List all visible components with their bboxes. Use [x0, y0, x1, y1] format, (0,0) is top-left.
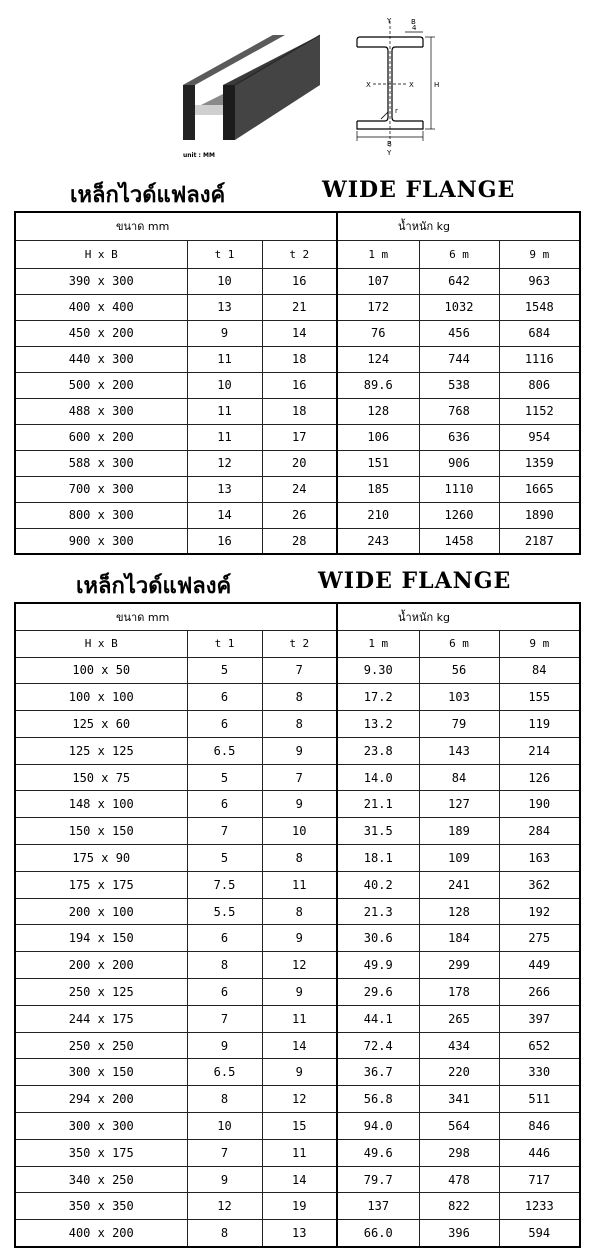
cell-weight-1m: 66.0 [337, 1220, 419, 1247]
cell-weight-6m: 79 [419, 711, 499, 738]
cell-size: 400 x 200 [15, 1220, 187, 1247]
cell-weight-1m: 14.0 [337, 764, 419, 791]
cell-weight-9m: 155 [499, 684, 580, 711]
cell-weight-1m: 29.6 [337, 979, 419, 1006]
cell-weight-1m: 30.6 [337, 925, 419, 952]
cell-size: 294 x 200 [15, 1086, 187, 1113]
cell-size: 588 x 300 [15, 450, 187, 476]
table-row [15, 1193, 580, 1220]
label-y-bottom: Y [387, 149, 392, 155]
cell-t1: 13 [187, 476, 262, 502]
cell-weight-6m: 299 [419, 952, 499, 979]
table-row [15, 845, 580, 872]
cell-weight-1m: 21.1 [337, 791, 419, 818]
cell-weight-6m: 636 [419, 424, 499, 450]
cell-weight-1m: 49.6 [337, 1139, 419, 1166]
cell-size: 175 x 175 [15, 871, 187, 898]
cell-weight-9m: 449 [499, 952, 580, 979]
cell-t2: 20 [262, 450, 337, 476]
cell-t2: 9 [262, 925, 337, 952]
cell-t1: 5 [187, 845, 262, 872]
cell-weight-9m: 362 [499, 871, 580, 898]
cell-size: 340 x 250 [15, 1166, 187, 1193]
cell-t1: 10 [187, 372, 262, 398]
cell-t1: 16 [187, 528, 262, 554]
col-9m: 9 m [499, 240, 580, 268]
cell-weight-1m: 243 [337, 528, 419, 554]
table-row [15, 657, 580, 684]
cell-size: 600 x 200 [15, 424, 187, 450]
cell-weight-6m: 564 [419, 1113, 499, 1140]
cell-t1: 8 [187, 1086, 262, 1113]
col-6m: 6 m [419, 630, 499, 657]
cell-weight-6m: 538 [419, 372, 499, 398]
cell-t2: 15 [262, 1113, 337, 1140]
cell-weight-9m: 1233 [499, 1193, 580, 1220]
cell-t1: 9 [187, 1166, 262, 1193]
cell-size: 175 x 90 [15, 845, 187, 872]
cell-size: 300 x 150 [15, 1059, 187, 1086]
col-hxb: H x B [15, 240, 187, 268]
cell-weight-9m: 163 [499, 845, 580, 872]
cell-t2: 21 [262, 294, 337, 320]
cell-size: 500 x 200 [15, 372, 187, 398]
cell-size: 148 x 100 [15, 791, 187, 818]
cell-weight-1m: 107 [337, 268, 419, 294]
cell-t1: 14 [187, 502, 262, 528]
cell-weight-6m: 396 [419, 1220, 499, 1247]
cell-weight-9m: 397 [499, 1005, 580, 1032]
cell-weight-9m: 214 [499, 737, 580, 764]
cell-weight-1m: 76 [337, 320, 419, 346]
cell-t1: 10 [187, 1113, 262, 1140]
cell-t1: 5 [187, 764, 262, 791]
unit-label: unit : MM [183, 152, 215, 159]
wide-flange-table-small [14, 602, 581, 1248]
cell-weight-1m: 23.8 [337, 737, 419, 764]
cell-t1: 6.5 [187, 737, 262, 764]
table1-title-thai: เหล็กไวด์แฟลงค์ [70, 183, 226, 208]
cell-weight-6m: 906 [419, 450, 499, 476]
label-b-quarter-num: B [411, 18, 416, 26]
cell-t1: 11 [187, 346, 262, 372]
cell-size: 250 x 250 [15, 1032, 187, 1059]
col-t2: t 2 [262, 630, 337, 657]
cell-t2: 8 [262, 845, 337, 872]
table-row [15, 294, 580, 320]
size-group-header: ขนาด mm [15, 212, 337, 240]
label-y-top: Y [387, 17, 392, 25]
cell-weight-1m: 128 [337, 398, 419, 424]
table-row [15, 925, 580, 952]
cell-weight-1m: 9.30 [337, 657, 419, 684]
col-1m: 1 m [337, 240, 419, 268]
cell-weight-9m: 594 [499, 1220, 580, 1247]
cell-weight-9m: 806 [499, 372, 580, 398]
cell-weight-9m: 511 [499, 1086, 580, 1113]
col-1m: 1 m [337, 630, 419, 657]
cell-weight-9m: 1116 [499, 346, 580, 372]
cell-t2: 13 [262, 1220, 337, 1247]
table-row [15, 1220, 580, 1247]
cell-weight-6m: 1032 [419, 294, 499, 320]
cell-weight-6m: 768 [419, 398, 499, 424]
cell-t1: 6 [187, 711, 262, 738]
cell-t1: 5 [187, 657, 262, 684]
table-row [15, 372, 580, 398]
col-9m: 9 m [499, 630, 580, 657]
table-row [15, 952, 580, 979]
cell-weight-6m: 822 [419, 1193, 499, 1220]
cell-weight-1m: 31.5 [337, 818, 419, 845]
cell-weight-9m: 119 [499, 711, 580, 738]
cell-t2: 24 [262, 476, 337, 502]
cell-size: 700 x 300 [15, 476, 187, 502]
cell-t1: 12 [187, 450, 262, 476]
cell-size: 450 x 200 [15, 320, 187, 346]
cell-weight-1m: 94.0 [337, 1113, 419, 1140]
cell-t2: 18 [262, 398, 337, 424]
cell-t2: 9 [262, 979, 337, 1006]
weight-group-header: น้ำหนัก kg [337, 603, 580, 630]
cell-weight-6m: 642 [419, 268, 499, 294]
cell-t2: 28 [262, 528, 337, 554]
cell-weight-1m: 106 [337, 424, 419, 450]
cell-t1: 7 [187, 1139, 262, 1166]
cell-t2: 16 [262, 372, 337, 398]
cell-weight-9m: 192 [499, 898, 580, 925]
table2-title-english: WIDE FLANGE [318, 568, 512, 594]
table2-title-thai: เหล็กไวด์แฟลงค์ [76, 574, 232, 599]
cell-weight-6m: 178 [419, 979, 499, 1006]
table-row [15, 871, 580, 898]
label-r: r [395, 107, 398, 115]
cell-size: 440 x 300 [15, 346, 187, 372]
cell-t2: 18 [262, 346, 337, 372]
cell-size: 100 x 50 [15, 657, 187, 684]
cell-weight-6m: 341 [419, 1086, 499, 1113]
cell-t2: 11 [262, 1005, 337, 1032]
cell-weight-9m: 963 [499, 268, 580, 294]
cell-size: 200 x 100 [15, 898, 187, 925]
col-6m: 6 m [419, 240, 499, 268]
cell-size: 244 x 175 [15, 1005, 187, 1032]
cell-weight-6m: 56 [419, 657, 499, 684]
table-row [15, 1005, 580, 1032]
cell-weight-9m: 846 [499, 1113, 580, 1140]
table-row [15, 268, 580, 294]
cell-size: 150 x 150 [15, 818, 187, 845]
cell-weight-1m: 72.4 [337, 1032, 419, 1059]
cell-size: 200 x 200 [15, 952, 187, 979]
cell-t2: 9 [262, 791, 337, 818]
cell-t2: 14 [262, 1166, 337, 1193]
table-row [15, 1113, 580, 1140]
table-row [15, 502, 580, 528]
wide-flange-table-large [14, 211, 581, 555]
cell-weight-9m: 652 [499, 1032, 580, 1059]
table2-title [0, 568, 595, 598]
cell-weight-9m: 446 [499, 1139, 580, 1166]
cell-size: 125 x 125 [15, 737, 187, 764]
cell-t2: 19 [262, 1193, 337, 1220]
cell-weight-1m: 185 [337, 476, 419, 502]
table1-title-english: WIDE FLANGE [322, 177, 516, 203]
cell-t2: 7 [262, 764, 337, 791]
size-group-header: ขนาด mm [15, 603, 337, 630]
cell-t1: 13 [187, 294, 262, 320]
cell-weight-6m: 456 [419, 320, 499, 346]
cell-t2: 11 [262, 871, 337, 898]
cell-weight-6m: 1458 [419, 528, 499, 554]
cell-weight-9m: 1548 [499, 294, 580, 320]
table-row [15, 528, 580, 554]
cell-t2: 17 [262, 424, 337, 450]
cell-t2: 7 [262, 657, 337, 684]
cell-t1: 6 [187, 979, 262, 1006]
cell-weight-6m: 1110 [419, 476, 499, 502]
cell-size: 488 x 300 [15, 398, 187, 424]
table-row [15, 1166, 580, 1193]
table-row [15, 764, 580, 791]
cell-size: 800 x 300 [15, 502, 187, 528]
cell-weight-1m: 151 [337, 450, 419, 476]
label-b: B [387, 140, 392, 148]
cell-size: 100 x 100 [15, 684, 187, 711]
cell-weight-1m: 172 [337, 294, 419, 320]
cell-weight-1m: 137 [337, 1193, 419, 1220]
cell-weight-6m: 478 [419, 1166, 499, 1193]
cell-t2: 11 [262, 1139, 337, 1166]
cell-t2: 12 [262, 952, 337, 979]
cross-section-diagram [345, 15, 445, 155]
cell-t1: 9 [187, 1032, 262, 1059]
cell-t1: 6.5 [187, 1059, 262, 1086]
h-beam-illustration [165, 30, 325, 145]
cell-weight-9m: 1359 [499, 450, 580, 476]
cell-t1: 5.5 [187, 898, 262, 925]
cell-t1: 12 [187, 1193, 262, 1220]
cell-weight-9m: 330 [499, 1059, 580, 1086]
table1-title [0, 177, 595, 207]
cell-t1: 11 [187, 398, 262, 424]
table-row [15, 1139, 580, 1166]
table-row [15, 1059, 580, 1086]
cell-weight-6m: 109 [419, 845, 499, 872]
cell-weight-1m: 56.8 [337, 1086, 419, 1113]
table-row [15, 684, 580, 711]
cell-weight-6m: 84 [419, 764, 499, 791]
cell-weight-6m: 128 [419, 898, 499, 925]
cell-size: 250 x 125 [15, 979, 187, 1006]
cell-weight-1m: 21.3 [337, 898, 419, 925]
cell-weight-9m: 717 [499, 1166, 580, 1193]
cell-t2: 9 [262, 1059, 337, 1086]
cell-weight-1m: 49.9 [337, 952, 419, 979]
cell-t2: 8 [262, 711, 337, 738]
table-row [15, 737, 580, 764]
weight-group-header: น้ำหนัก kg [337, 212, 580, 240]
cell-t2: 12 [262, 1086, 337, 1113]
cell-weight-6m: 184 [419, 925, 499, 952]
cell-size: 350 x 175 [15, 1139, 187, 1166]
cell-t1: 8 [187, 1220, 262, 1247]
cell-weight-6m: 189 [419, 818, 499, 845]
cell-t1: 7 [187, 1005, 262, 1032]
cell-size: 400 x 400 [15, 294, 187, 320]
table-row [15, 818, 580, 845]
cell-t1: 7.5 [187, 871, 262, 898]
table-row [15, 346, 580, 372]
table-row [15, 979, 580, 1006]
cell-weight-9m: 126 [499, 764, 580, 791]
cell-weight-9m: 84 [499, 657, 580, 684]
table-row [15, 1032, 580, 1059]
table-row [15, 711, 580, 738]
cell-size: 390 x 300 [15, 268, 187, 294]
cell-weight-1m: 44.1 [337, 1005, 419, 1032]
col-t2: t 2 [262, 240, 337, 268]
cell-weight-1m: 89.6 [337, 372, 419, 398]
cell-weight-6m: 103 [419, 684, 499, 711]
cell-t1: 6 [187, 791, 262, 818]
table-row [15, 791, 580, 818]
label-x-left: X [366, 81, 371, 89]
label-b-quarter-den: 4 [412, 24, 417, 32]
cell-weight-6m: 298 [419, 1139, 499, 1166]
cell-t1: 8 [187, 952, 262, 979]
cell-t2: 16 [262, 268, 337, 294]
table-row [15, 424, 580, 450]
table-row [15, 320, 580, 346]
cell-weight-9m: 275 [499, 925, 580, 952]
cell-weight-1m: 40.2 [337, 871, 419, 898]
cell-weight-1m: 79.7 [337, 1166, 419, 1193]
cell-t2: 9 [262, 737, 337, 764]
cell-size: 350 x 350 [15, 1193, 187, 1220]
table-row [15, 898, 580, 925]
cell-weight-9m: 1890 [499, 502, 580, 528]
cell-t2: 14 [262, 1032, 337, 1059]
table-row [15, 450, 580, 476]
cell-weight-6m: 744 [419, 346, 499, 372]
cell-weight-6m: 434 [419, 1032, 499, 1059]
table-row [15, 476, 580, 502]
cell-weight-9m: 1152 [499, 398, 580, 424]
cell-t1: 6 [187, 684, 262, 711]
cell-size: 900 x 300 [15, 528, 187, 554]
cell-weight-1m: 18.1 [337, 845, 419, 872]
cell-weight-6m: 241 [419, 871, 499, 898]
cell-size: 125 x 60 [15, 711, 187, 738]
col-hxb: H x B [15, 630, 187, 657]
col-t1: t 1 [187, 630, 262, 657]
table-row [15, 398, 580, 424]
cell-weight-6m: 143 [419, 737, 499, 764]
cell-size: 300 x 300 [15, 1113, 187, 1140]
cell-size: 150 x 75 [15, 764, 187, 791]
cell-t1: 10 [187, 268, 262, 294]
cell-weight-9m: 954 [499, 424, 580, 450]
cell-weight-9m: 1665 [499, 476, 580, 502]
cell-t2: 8 [262, 684, 337, 711]
cell-weight-6m: 265 [419, 1005, 499, 1032]
col-t1: t 1 [187, 240, 262, 268]
cell-weight-1m: 210 [337, 502, 419, 528]
cell-weight-9m: 284 [499, 818, 580, 845]
cell-t2: 10 [262, 818, 337, 845]
cell-t1: 7 [187, 818, 262, 845]
cell-t2: 26 [262, 502, 337, 528]
cell-weight-9m: 684 [499, 320, 580, 346]
cell-weight-1m: 124 [337, 346, 419, 372]
cell-weight-6m: 127 [419, 791, 499, 818]
cell-weight-1m: 36.7 [337, 1059, 419, 1086]
cell-weight-1m: 17.2 [337, 684, 419, 711]
table-row [15, 1086, 580, 1113]
cell-t1: 9 [187, 320, 262, 346]
label-x-right: X [409, 81, 414, 89]
cell-weight-9m: 190 [499, 791, 580, 818]
cell-weight-6m: 220 [419, 1059, 499, 1086]
cell-weight-6m: 1260 [419, 502, 499, 528]
cell-weight-9m: 266 [499, 979, 580, 1006]
cell-weight-1m: 13.2 [337, 711, 419, 738]
cell-t1: 6 [187, 925, 262, 952]
cell-t1: 11 [187, 424, 262, 450]
label-h: H [434, 81, 440, 89]
cell-t2: 14 [262, 320, 337, 346]
cell-weight-9m: 2187 [499, 528, 580, 554]
cell-t2: 8 [262, 898, 337, 925]
cell-size: 194 x 150 [15, 925, 187, 952]
